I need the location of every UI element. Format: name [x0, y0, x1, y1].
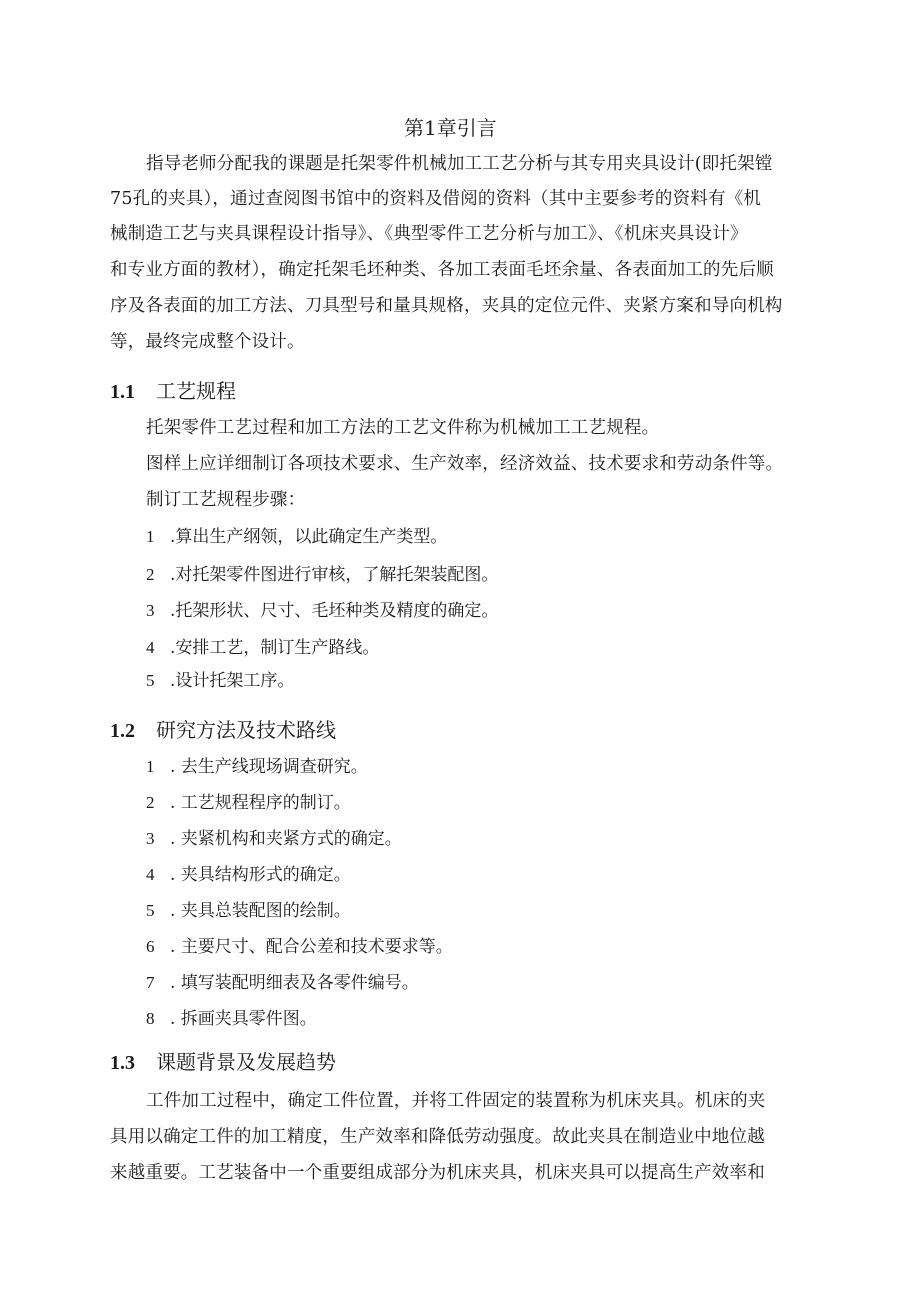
step-item: 8 . 拆画夹具零件图。 — [146, 1009, 317, 1029]
step-item: 5 .设计托架工序。 — [146, 671, 295, 691]
section-number: 1.2 — [110, 720, 135, 742]
section-title: 研究方法及技术路线 — [156, 718, 336, 742]
section-heading-1-3 — [110, 1046, 336, 1075]
paragraph: 托架零件工艺过程和加工方法的工艺文件称为机械加工工艺规程。 — [146, 418, 660, 438]
step-item: 2 .对托架零件图进行审核，了解托架装配图。 — [146, 565, 499, 585]
section-heading-1-2 — [110, 714, 336, 743]
step-item: 5 . 夹具总装配图的绘制。 — [146, 901, 351, 921]
step-item: 4 .安排工艺，制订生产路线。 — [146, 638, 380, 658]
paragraph-line: 具用以确定工件的加工精度，生产效率和降低劳动强度。故此夹具在制造业中地位越 — [110, 1127, 765, 1147]
intro-line: 械制造工艺与夹具课程设计指导》、《典型零件工艺分析与加工》、《机床夹具设计》 — [110, 224, 748, 244]
intro-line: 和专业方面的教材），确定托架毛坯种类、各加工表面毛坯余量、各表面加工的先后顺 — [110, 260, 774, 280]
step-item: 3 .托架形状、尺寸、毛坯种类及精度的确定。 — [146, 601, 499, 621]
paragraph-line: 工件加工过程中，确定工件位置，并将工件固定的装置称为机床夹具。机床的夹 — [146, 1091, 766, 1111]
step-item: 2 . 工艺规程程序的制订。 — [146, 793, 351, 813]
intro-line: 指导老师分配我的课题是托架零件机械加工工艺分析与其专用夹具设计(即托架镗 — [146, 154, 773, 174]
paragraph: 制订工艺规程步骤： — [146, 490, 306, 510]
step-item: 3 . 夹紧机构和夹紧方式的确定。 — [146, 829, 402, 849]
step-item: 1 .算出生产纲领，以此确定生产类型。 — [146, 527, 448, 547]
section-title: 课题背景及发展趋势 — [156, 1050, 336, 1074]
step-item: 1 . 去生产线现场调查研究。 — [146, 757, 368, 777]
section-number: 1.1 — [110, 381, 135, 403]
intro-line: 75孔的夹具），通过查阅图书馆中的资料及借阅的资料（其中主要参考的资料有《机 — [110, 189, 762, 209]
section-title: 工艺规程 — [156, 379, 236, 403]
step-item: 4 . 夹具结构形式的确定。 — [146, 865, 351, 885]
section-heading-1-1 — [110, 375, 236, 404]
chapter-title: 第1章引言 — [404, 116, 497, 140]
intro-line: 序及各表面的加工方法、刀具型号和量具规格，夹具的定位元件、夹紧方案和导向机构 — [110, 296, 783, 316]
step-item: 7 . 填写装配明细表及各零件编号。 — [146, 973, 419, 993]
intro-line: 等，最终完成整个设计。 — [110, 332, 305, 352]
section-number: 1.3 — [110, 1052, 135, 1074]
step-item: 6 . 主要尺寸、配合公差和技术要求等。 — [146, 937, 453, 957]
paragraph-line: 来越重要。工艺装备中一个重要组成部分为机床夹具，机床夹具可以提高生产效率和 — [110, 1163, 765, 1183]
paragraph: 图样上应详细制订各项技术要求、生产效率，经济效益、技术要求和劳动条件等。 — [146, 454, 784, 474]
